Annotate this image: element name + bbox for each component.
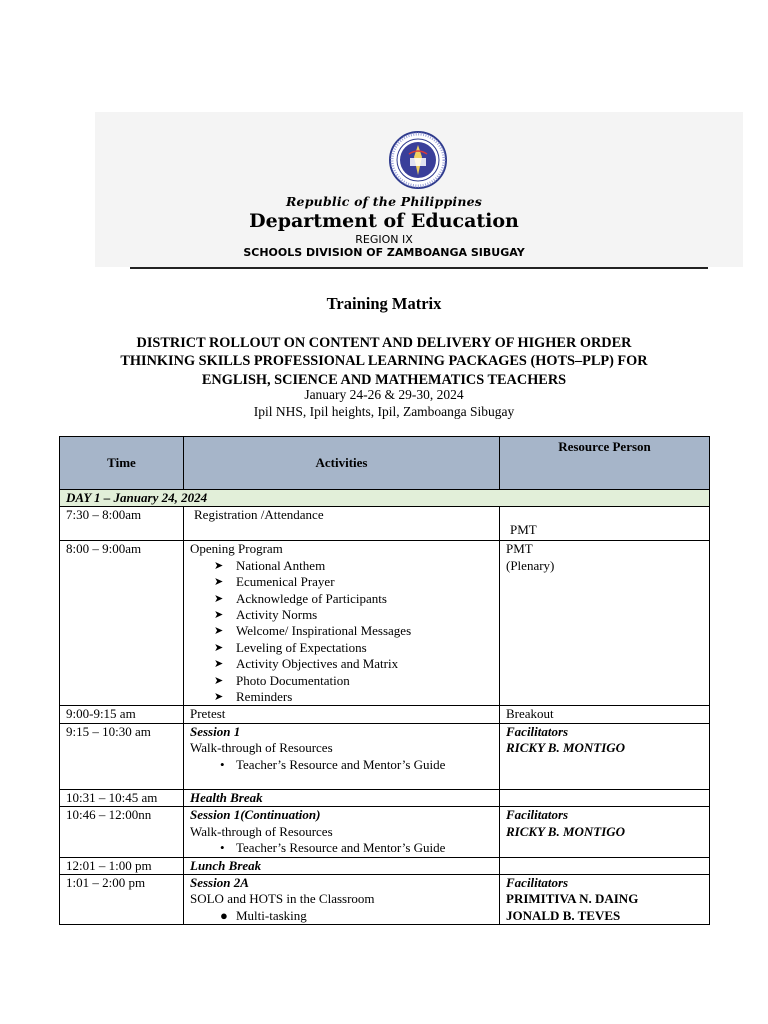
department-heading: Department of Education [249, 210, 519, 232]
facilitator-name: JONALD B. TEVES [506, 907, 621, 923]
list-item: ➤ Ecumenical Prayer [214, 574, 335, 590]
activity-title: Opening Program [190, 541, 283, 557]
activity-cell [184, 541, 500, 706]
header-rule [130, 267, 708, 269]
time-cell: 12:01 – 1:00 pm [60, 857, 184, 874]
arrow-bullet-icon: ➤ [214, 609, 224, 622]
activity-title: SOLO and HOTS in the Classroom [190, 891, 375, 907]
day-row [60, 490, 710, 507]
list-item: • Teacher’s Resource and Mentor’s Guide [220, 840, 446, 856]
list-item: ➤ Acknowledge of Participants [214, 590, 387, 606]
activity-title: Walk-through of Resources [190, 823, 333, 839]
resource-cell [500, 874, 710, 924]
table-row [60, 706, 710, 723]
arrow-bullet-icon: ➤ [214, 592, 224, 605]
time-column-header: Time [60, 437, 184, 490]
list-item: • Teacher’s Resource and Mentor’s Guide [220, 756, 446, 772]
resource-cell: PMT [500, 507, 710, 541]
training-matrix-table [59, 436, 710, 925]
list-item: ➤ Leveling of Expectations [214, 639, 367, 655]
subtitle-line: THINKING SKILLS PROFESSIONAL LEARNING PACKAGES (HOTS–PLP) FOR [120, 353, 648, 370]
table-row [60, 857, 710, 874]
bullet-icon: • [220, 756, 225, 772]
activity-cell [184, 807, 500, 857]
list-item: ➤ Activity Objectives and Matrix [214, 656, 399, 672]
facilitators-label: Facilitators [506, 807, 569, 823]
arrow-bullet-icon: ➤ [214, 576, 224, 589]
activity-cell [184, 874, 500, 924]
table-row [60, 807, 710, 857]
arrow-bullet-icon: ➤ [214, 691, 224, 704]
list-item: ➤ Welcome/ Inspirational Messages [214, 623, 412, 639]
activity-cell: Registration /Attendance [184, 507, 500, 541]
activity-cell: Pretest [184, 706, 500, 723]
activity-cell: Health Break [184, 789, 500, 806]
list-item: ➤ Photo Documentation [214, 672, 350, 688]
facilitators-label: Facilitators [506, 723, 569, 739]
resource-cell [500, 541, 710, 706]
list-item: ● Multi-tasking [220, 907, 307, 923]
table-row [60, 507, 710, 541]
activity-title: Walk-through of Resources [190, 740, 333, 756]
resource-cell: Breakout [500, 706, 710, 723]
bullet-icon: • [220, 840, 225, 856]
table-row [60, 723, 710, 789]
bullet-icon: ● [220, 907, 228, 923]
arrow-bullet-icon: ➤ [214, 658, 224, 671]
activities-column-header: Activities [184, 437, 500, 490]
resource-note: (Plenary) [506, 557, 555, 573]
day-label: DAY 1 – January 24, 2024 [60, 490, 710, 507]
time-cell: 8:00 – 9:00am [60, 541, 184, 706]
division-heading: SCHOOLS DIVISION OF ZAMBOANGA SIBUGAY [243, 246, 525, 259]
facilitator-name: RICKY B. MONTIGO [506, 823, 626, 839]
session-label: Session 2A [190, 874, 249, 890]
session-label: Session 1 [190, 723, 241, 739]
time-cell: 10:46 – 12:00nn [60, 807, 184, 857]
subtitle-line: DISTRICT ROLLOUT ON CONTENT AND DELIVERY OF HIGHER ORDER [136, 335, 632, 351]
time-cell: 1:01 – 2:00 pm [60, 874, 184, 924]
region-heading: REGION IX [355, 233, 413, 246]
arrow-bullet-icon: ➤ [214, 674, 224, 687]
resource-cell [500, 857, 710, 874]
arrow-bullet-icon: ➤ [214, 641, 224, 654]
list-item: ➤ Reminders [214, 689, 293, 705]
resource-column-header: Resource Person [500, 437, 710, 490]
resource-cell [500, 789, 710, 806]
facilitator-name: PRIMITIVA N. DAING [506, 891, 639, 907]
table-row [60, 789, 710, 806]
facilitators-label: Facilitators [506, 874, 569, 890]
subtitle-line: ENGLISH, SCIENCE AND MATHEMATICS TEACHERS [201, 371, 567, 388]
table-row [60, 874, 710, 924]
time-cell: 9:15 – 10:30 am [60, 723, 184, 789]
arrow-bullet-icon: ➤ [214, 559, 224, 572]
event-venue: Ipil NHS, Ipil heights, Ipil, Zamboanga Sibugay [253, 404, 515, 419]
activity-cell [184, 723, 500, 789]
table-header-row [60, 437, 710, 490]
list-item: ➤ National Anthem [214, 557, 326, 573]
resource-list [190, 757, 493, 773]
table-row [60, 541, 710, 706]
document-subtitle [90, 334, 678, 389]
list-item: ➤ Activity Norms [214, 607, 318, 623]
resource-text: PMT [506, 541, 533, 557]
topic-list [190, 908, 493, 924]
event-dates: January 24-26 & 29-30, 2024 [304, 387, 464, 402]
time-cell: 7:30 – 8:00am [60, 507, 184, 541]
program-list [190, 558, 493, 706]
deped-seal-icon [388, 130, 448, 190]
time-cell: 10:31 – 10:45 am [60, 789, 184, 806]
time-cell: 9:00-9:15 am [60, 706, 184, 723]
facilitator-name: RICKY B. MONTIGO [506, 740, 626, 756]
resource-cell [500, 723, 710, 789]
resource-list [190, 840, 493, 856]
session-label: Session 1(Continuation) [190, 807, 321, 823]
resource-cell [500, 807, 710, 857]
republic-heading: Republic of the Philippines [285, 194, 483, 209]
activity-cell: Lunch Break [184, 857, 500, 874]
arrow-bullet-icon: ➤ [214, 625, 224, 638]
document-title: Training Matrix [326, 294, 442, 313]
